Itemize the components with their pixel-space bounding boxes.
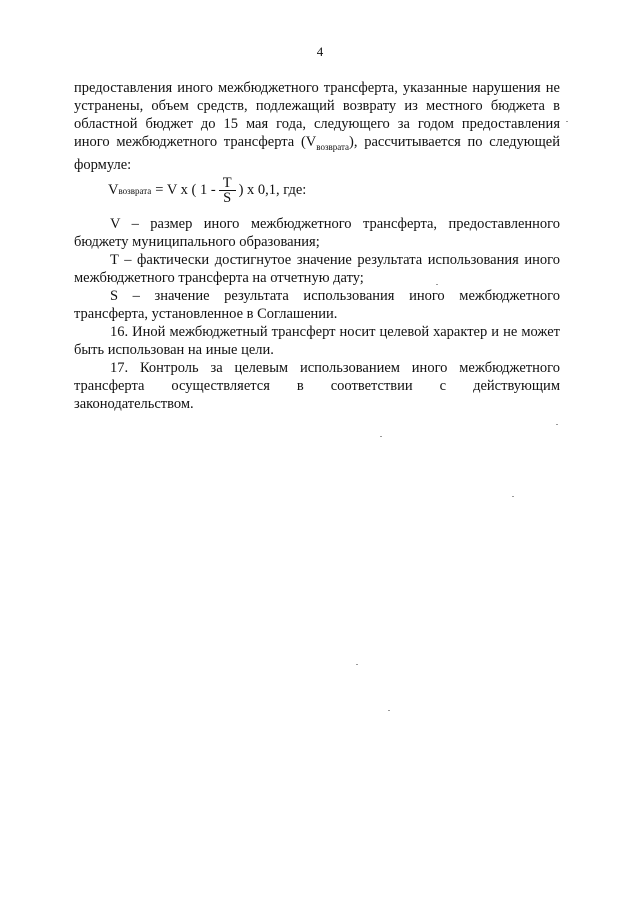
definition-s: S – значение результата использования иного межбюджетного трансферта, установленное в Соглашении. bbox=[74, 288, 560, 322]
page-number: 4 bbox=[316, 44, 324, 59]
scan-speck bbox=[512, 496, 514, 497]
scan-speck bbox=[356, 664, 358, 665]
definition-t: T – фактически достигнутое значение результата использования иного межбюджетного трансферта на отчетную дату; bbox=[74, 252, 560, 286]
intro-tail: ), рассчитывается по следующей формуле: bbox=[74, 134, 560, 173]
intro-paragraph-block bbox=[74, 79, 560, 174]
formula-eq-open: = V x ( 1 - bbox=[155, 182, 216, 198]
intro-subscript: возврата bbox=[316, 141, 350, 152]
scan-speck bbox=[380, 436, 382, 437]
formula-fraction bbox=[219, 176, 236, 205]
intro-paragraph bbox=[74, 79, 560, 174]
formula-lhs-subscript: возврата bbox=[118, 185, 152, 196]
formula-numerator: T bbox=[219, 176, 236, 191]
clause-16: 16. Иной межбюджетный трансферт носит целевой характер и не может быть использован на иные цели. bbox=[74, 324, 560, 358]
scan-speck bbox=[436, 284, 438, 285]
scan-speck bbox=[388, 710, 390, 711]
return-formula bbox=[108, 176, 306, 205]
definition-v: V – размер иного межбюджетного трансферта, предоставленного бюджету муниципального образования; bbox=[74, 216, 560, 250]
formula-eq-close: ) x 0,1, где: bbox=[238, 182, 307, 198]
scan-speck bbox=[556, 424, 558, 425]
scan-speck bbox=[566, 121, 568, 122]
intro-text: предоставления иного межбюджетного трансферта, указанные нарушения не устранены, объем средств, подлежащий возврату из местного бюджета в областной бюджет до 15 мая года, следующего за годом предоставления иного межбюджетного трансферта (V bbox=[74, 80, 560, 150]
definitions-block bbox=[74, 215, 560, 413]
formula-lhs: V bbox=[108, 182, 119, 198]
formula-denominator: S bbox=[223, 190, 232, 206]
clause-17: 17. Контроль за целевым использованием иного межбюджетного трансферта осуществляется в соответствии с действующим законодательством. bbox=[74, 360, 560, 412]
